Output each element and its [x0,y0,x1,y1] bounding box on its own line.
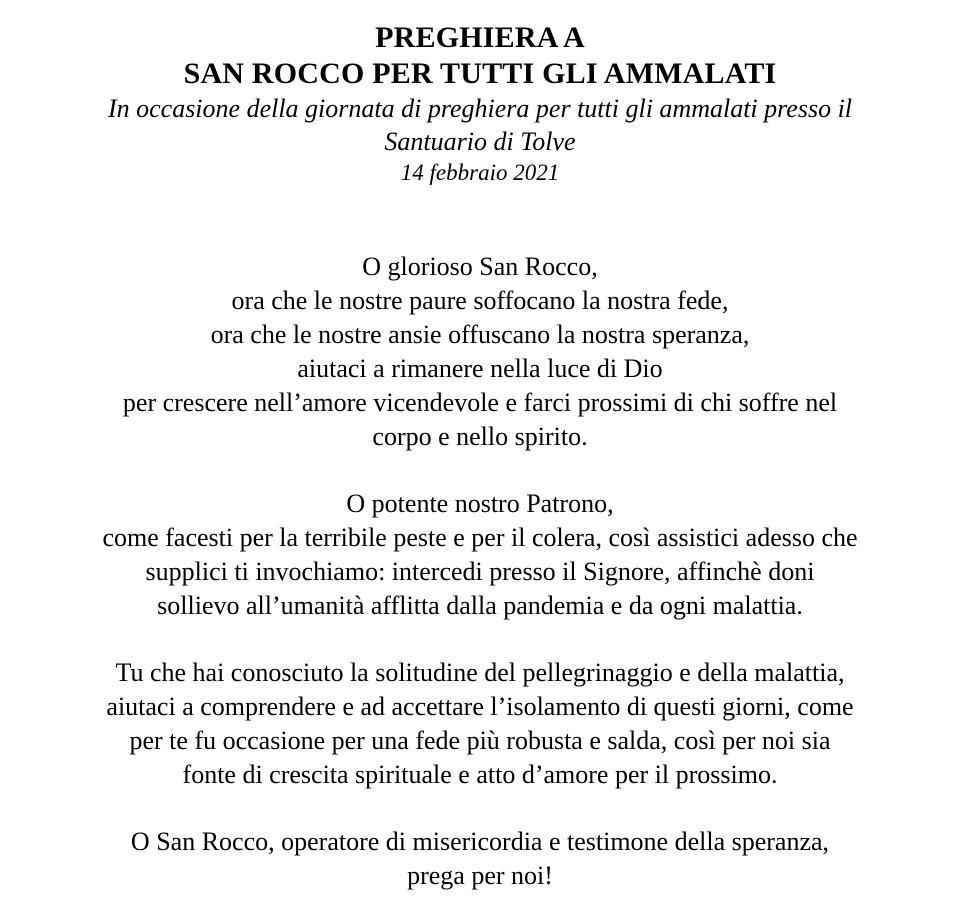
date-line: 14 febbraio 2021 [400,160,560,185]
stanza-line: prega per noi! [407,861,553,890]
stanza-2 [0,487,960,623]
stanza-line: supplici ti invochiamo: intercedi presso il Signore, affinchè doni [145,557,815,586]
prayer-body [0,250,960,893]
stanza-line: fonte di crescita spirituale e atto d’amore per il prossimo. [182,760,778,789]
stanza-4 [0,825,960,893]
stanza-line: ora che le nostre ansie offuscano la nostra speranza, [210,320,750,349]
stanza-line: aiutaci a comprendere e ad accettare l’isolamento di questi giorni, come [106,692,854,721]
subtitle-line-2: Santuario di Tolve [384,127,576,156]
stanza-line: Tu che hai conosciuto la solitudine del pellegrinaggio e della malattia, [115,658,845,687]
stanza-line: per crescere nell’amore vicendevole e farci prossimi di chi soffre nel [122,388,838,417]
stanza-line: O potente nostro Patrono, [346,489,614,518]
stanza-line: corpo e nello spirito. [372,422,588,451]
stanza-line: per te fu occasione per una fede più robusta e salda, così per noi sia [129,726,831,755]
stanza-line: O glorioso San Rocco, [362,252,598,281]
stanza-line: ora che le nostre paure soffocano la nostra fede, [231,286,729,315]
subtitle-line-1: In occasione della giornata di preghiera per tutti gli ammalati presso il [107,94,853,123]
stanza-3 [0,656,960,792]
stanza-line: sollievo all’umanità afflitta dalla pandemia e da ogni malattia. [157,591,803,620]
stanza-1 [0,250,960,454]
title-line-1: PREGHIERA A [375,21,585,54]
stanza-line: O San Rocco, operatore di misericordia e testimone della speranza, [130,827,830,856]
stanza-line: aiutaci a rimanere nella luce di Dio [297,354,663,383]
title-line-2: SAN ROCCO PER TUTTI GLI AMMALATI [183,57,777,90]
stanza-line: come facesti per la terribile peste e per il colera, così assistici adesso che [102,523,858,552]
